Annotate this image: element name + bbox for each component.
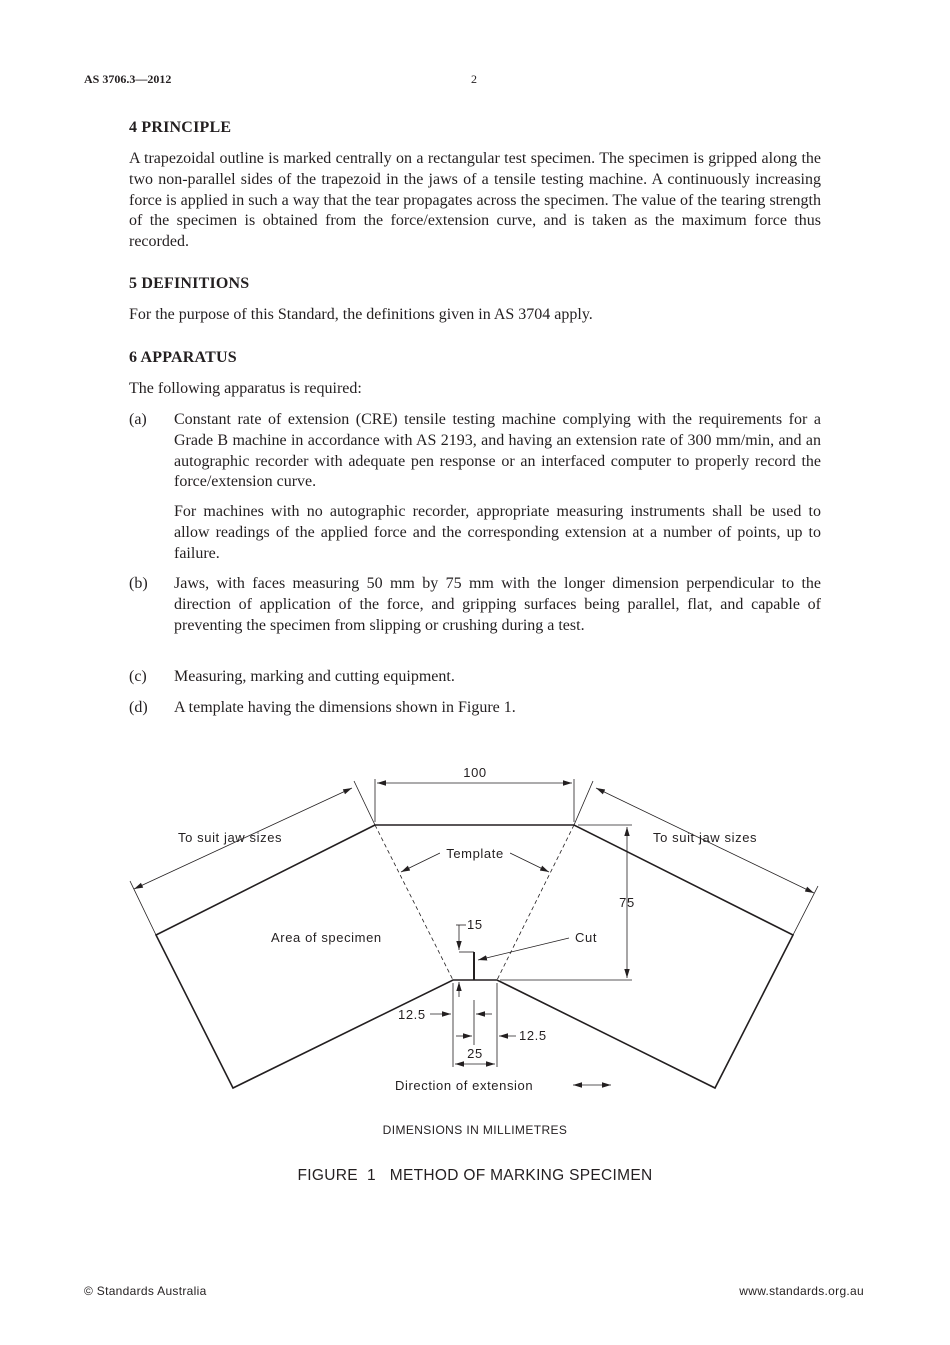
list-item-text: Measuring, marking and cutting equipment. [174,668,455,685]
footer-copyright: © Standards Australia [84,1284,207,1298]
footer-website: www.standards.org.au [739,1284,864,1298]
list-item-text: Jaws, with faces measuring 50 mm by 75 mm with the longer dimension perpendicular to the direction of application of the force, and gripping surfaces being parallel, flat, and capable of preventing the specimen from slipping or crushing during a test. [174,575,821,634]
section-4-text: A trapezoidal outline is marked centrally on a rectangular test specimen. The specimen is gripped along the two non-parallel sides of the trapezoid in the jaws of a tensile testing machine. A continuously increasing force is applied in such a way that the tear propagates across the specimen. The value of the tearing strength of the specimen is obtained from the force/extension curve, and is taken as the maximum force thus recorded. [129,150,821,251]
label-12-5-right: 12.5 [519,1028,547,1043]
list-item-label: (d) [129,699,148,716]
section-5-text: For the purpose of this Standard, the definitions given in AS 3704 apply. [129,306,593,323]
label-12-5-left: 12.5 [398,1007,426,1022]
label-cut: Cut [575,930,598,945]
list-item-text: A template having the dimensions shown in Figure 1. [174,699,516,716]
list-item-label: (a) [129,411,147,428]
label-15: 15 [467,917,483,932]
label-jaw-right: To suit jaw sizes [653,830,758,845]
label-template: Template [446,846,504,861]
label-25: 25 [467,1046,483,1061]
list-item-label: (b) [129,575,148,592]
label-jaw-left: To suit jaw sizes [178,830,283,845]
page-number: 2 [471,72,477,86]
label-area-of-specimen: Area of specimen [271,930,382,945]
label-100: 100 [463,765,487,780]
section-5-heading: 5 DEFINITIONS [129,275,250,292]
label-direction-of-extension: Direction of extension [395,1078,534,1093]
figure-units-note: DIMENSIONS IN MILLIMETRES [382,1123,568,1137]
figure-caption: FIGURE 1 METHOD OF MARKING SPECIMEN [297,1167,653,1184]
section-6-intro: The following apparatus is required: [129,380,362,397]
label-75: 75 [619,895,635,910]
section-6-heading: 6 APPARATUS [129,349,237,366]
list-item-text: Constant rate of extension (CRE) tensile testing machine complying with the requirements for a Grade B machine in accordance with AS 2193, and having an extension rate of 300 mm/min, and an autographic recorder with adequate pen response or an interfaced computer to properly record the force/extension curve. [174,411,821,491]
section-4-heading: 4 PRINCIPLE [129,119,232,136]
list-item-note: For machines with no autographic recorder, appropriate measuring instruments shall be used to allow readings of the applied force and the corresponding extension at a number of points, up to failure. [174,503,821,562]
running-header: AS 3706.3—2012 [84,72,172,86]
list-item-label: (c) [129,668,147,685]
